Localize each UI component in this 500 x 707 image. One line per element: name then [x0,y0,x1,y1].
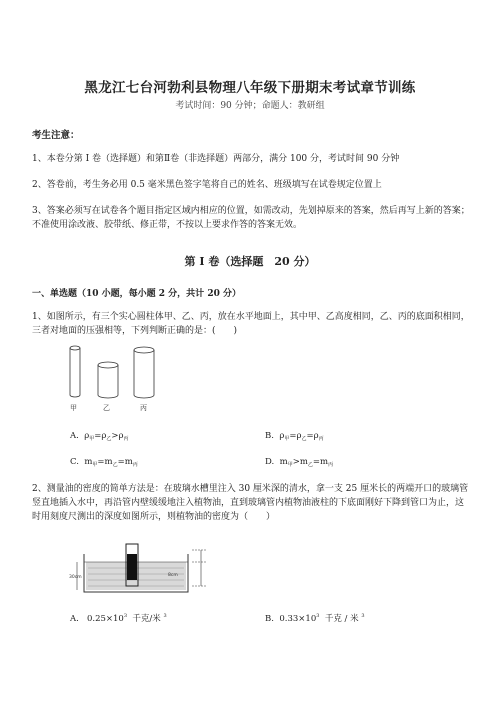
depth-label-left: 30cm [69,575,82,580]
option-a[interactable] [70,612,167,624]
subscript: 丙 [328,462,334,468]
depth-label-right: 8cm [168,573,178,578]
subscript: 丙 [123,436,129,442]
section-title: 第 I 卷（选择题 20 分） [184,255,316,268]
subscript: 乙 [301,436,307,442]
option-text: =m [117,457,133,467]
subscript: 甲 [92,462,98,468]
notice-item: 3、答案必须写在试卷各个题目指定区域内相应的位置，如需改动，先划掉原来的答案，然后再写上新的答案；不准使用涂改液、胶带纸、修正带，不按以上要求作答的答案无效。 [32,206,470,230]
cylinder-label-bing: 丙 [140,404,147,412]
cylinders-figure [60,340,170,415]
superscript: 3 [163,613,167,619]
option-letter: C. [70,457,79,467]
superscript: 3 [123,613,128,619]
cylinder-label-yi: 乙 [103,404,110,412]
subscript: 乙 [307,462,313,468]
question-2-stem: 2、测量油的密度的简单方法是：在玻璃水槽里注入 30 厘米深的清水，拿一支 25 厘米长的两端开口的玻璃管竖直地插入水中，再沿管内壁缓缓地注入植物油，直到玻璃管内植物油液柱的下底面刚好下降到管口为止，这时用刻度尺测出的深度如图所示，则植物油的密度为（ ） [32,484,469,522]
option-b[interactable] [265,431,324,442]
subscript: 丙 [318,436,324,442]
option-text: =ρ [94,431,107,441]
option-d[interactable] [265,457,333,468]
option-text: >m [292,457,308,467]
option-unit: 千克 / 米 [324,614,359,624]
question-1-stem: 1、如图所示，有三个实心圆柱体甲、乙、丙，放在水平地面上，其中甲、乙高度相同，乙、丙的底面积相同，三者对地面的压强相等，下列判断正确的是：( ) [32,312,470,336]
option-text: >ρ [111,431,124,441]
subscript: 甲 [284,436,290,442]
option-text: m [84,457,93,467]
option-letter: B. [265,431,274,441]
notice-item: 1、本卷分第 I 卷（选择题）和第Ⅱ卷（非选择题）两部分，满分 100 分，考试时间 90 分钟 [32,154,400,164]
page-title: 黑龙江七台河勃利县物理八年级下册期末考试章节训练 [84,80,416,96]
option-value: 0.33×10 [279,614,317,624]
option-text: =ρ [289,431,302,441]
notice-heading: 考生注意： [32,130,80,141]
cylinder-label-jia: 甲 [70,404,77,412]
option-text: =m [312,457,329,467]
notice-item: 2、答卷前，考生务必用 0.5 毫米黑色签字笔将自己的姓名、班级填写在试卷规定位置上 [32,180,382,190]
subscript: 乙 [106,436,112,442]
option-text: m [279,457,288,467]
option-value: 0.25×10 [86,614,124,624]
option-b[interactable] [265,612,365,624]
option-letter: D. [265,457,275,467]
part-heading: 一、单选题（10 小题，每小题 2 分，共计 20 分） [32,289,241,299]
superscript: 3 [316,613,320,619]
subscript: 甲 [89,436,95,442]
option-a[interactable] [70,431,129,442]
option-letter: B. [265,614,274,624]
subscript: 丙 [132,462,138,468]
oil-tank-figure [68,540,218,595]
option-letter: A. [70,614,79,624]
option-text: ρ [279,431,285,441]
option-letter: A. [70,431,79,441]
option-text: =m [97,457,113,467]
subscript: 甲 [287,462,293,468]
exam-meta: 考试时间：90 分钟；命题人：教研组 [175,101,325,111]
option-unit: 千克/米 [132,614,161,624]
option-text: =ρ [306,431,319,441]
subscript: 乙 [112,462,118,468]
superscript: 3 [361,613,365,619]
option-text: ρ [84,431,90,441]
option-c[interactable] [70,457,138,468]
